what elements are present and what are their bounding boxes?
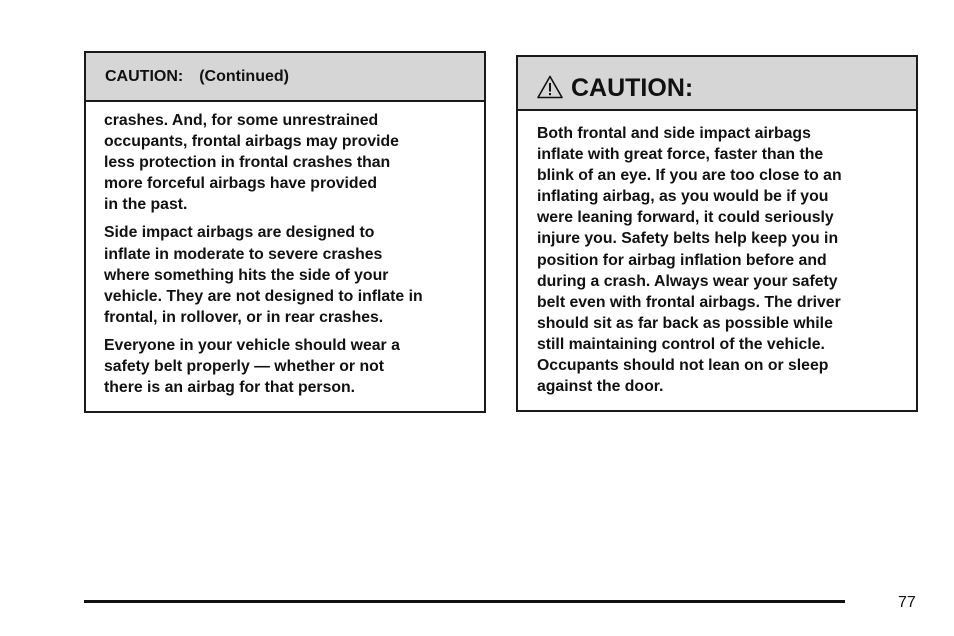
- caution-body-continued: [86, 102, 484, 398]
- footer-rule: [84, 600, 845, 603]
- caution-box-continued: [84, 51, 486, 413]
- page-number: 77: [898, 594, 916, 611]
- caution-title: CAUTION:: [571, 74, 694, 102]
- caution-header: [518, 57, 916, 111]
- caution-header-continued: [86, 53, 484, 102]
- caution-paragraph: crashes. And, for some unrestrained occupants, frontal airbags may provide less protection in frontal crashes than more forceful airbags have provided in the past.: [104, 112, 399, 214]
- warning-triangle-icon: [537, 74, 563, 98]
- caution-paragraph: Everyone in your vehicle should wear a safety belt properly — whether or not there is an airbag for that person.: [104, 336, 400, 397]
- continued-label: (Continued): [199, 68, 289, 85]
- caution-label: CAUTION:: [105, 68, 184, 85]
- caution-box: [516, 55, 918, 412]
- caution-paragraph: Both frontal and side impact airbags inflate with great force, faster than the blink of an eye. If you are too close to an inflating airbag, as you would be if you were leaning forward, it could seriously injure you. Safety belts help keep you in position for airbag inflation before and during a crash. Always wear your safety belt even with frontal airbags. The driver should sit as far back as possible while still maintaining control of the vehicle. Occupants should not lean on or sleep against the door.: [537, 125, 842, 396]
- caution-body: [518, 111, 916, 397]
- caution-paragraph: Side impact airbags are designed to inflate in moderate to severe crashes where something hits the side of your vehicle. They are not designed to inflate in frontal, in rollover, or in rear crashes.: [104, 224, 423, 326]
